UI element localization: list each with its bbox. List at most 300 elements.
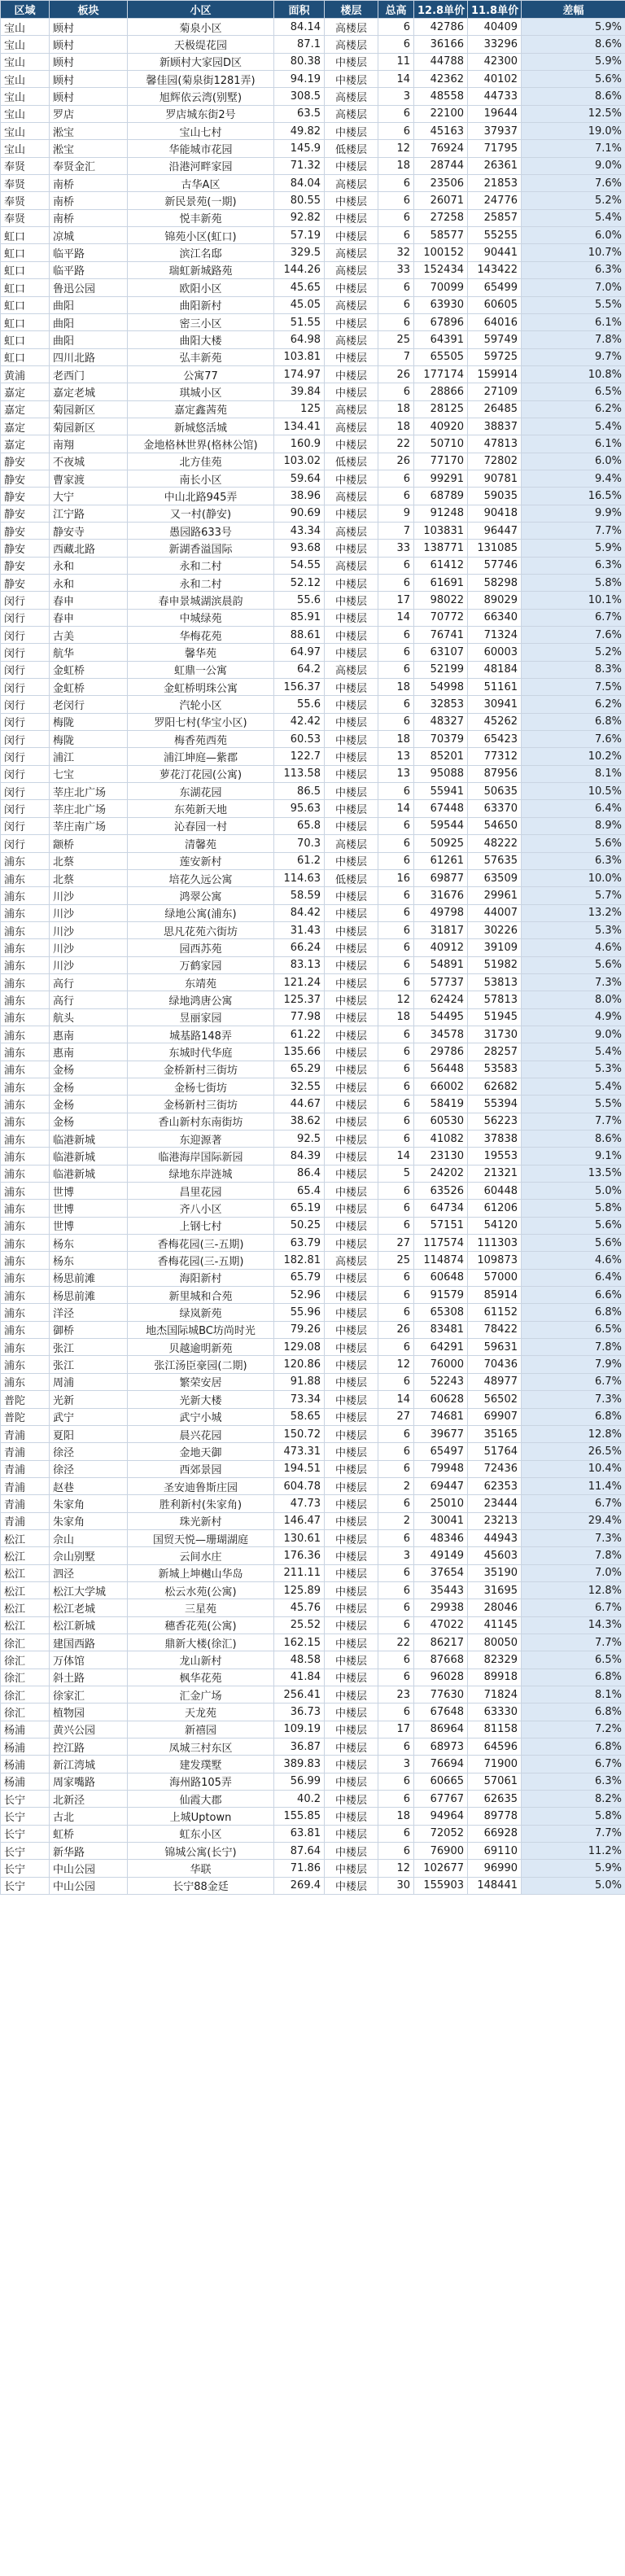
cell-area: 92.82	[274, 209, 325, 226]
cell-area: 63.5	[274, 105, 325, 122]
cell-area: 65.79	[274, 1269, 325, 1286]
header-dec-price: 12.8单价	[414, 1, 468, 19]
cell-area: 79.26	[274, 1321, 325, 1338]
cell-board: 江宁路	[50, 505, 128, 522]
cell-total-floors: 7	[378, 348, 414, 365]
cell-board: 新江湾城	[50, 1756, 128, 1773]
cell-floor: 中楼层	[325, 991, 378, 1008]
cell-board: 临平路	[50, 244, 128, 261]
cell-diff: 8.6%	[522, 88, 625, 105]
cell-complex: 中城绿苑	[128, 609, 274, 626]
cell-area: 36.87	[274, 1738, 325, 1756]
cell-dec-price: 63107	[414, 644, 468, 661]
cell-floor: 高楼层	[325, 418, 378, 435]
cell-board: 金杨	[50, 1078, 128, 1095]
cell-dec-price: 76000	[414, 1356, 468, 1373]
cell-area: 160.9	[274, 435, 325, 453]
cell-district: 浦东	[1, 921, 50, 938]
cell-area: 113.58	[274, 765, 325, 782]
cell-nov-price: 33296	[468, 36, 522, 53]
cell-complex: 东迎源著	[128, 1131, 274, 1148]
cell-nov-price: 48222	[468, 835, 522, 852]
cell-floor: 中楼层	[325, 1026, 378, 1043]
cell-district: 浦东	[1, 1008, 50, 1026]
cell-diff: 5.5%	[522, 1096, 625, 1113]
table-row	[1, 88, 625, 105]
cell-board: 南翔	[50, 435, 128, 453]
cell-nov-price: 60605	[468, 296, 522, 313]
cell-board: 高行	[50, 991, 128, 1008]
table-row	[1, 1096, 625, 1113]
cell-complex: 锦苑小区(虹口)	[128, 227, 274, 244]
cell-floor: 高楼层	[325, 105, 378, 122]
cell-board: 梅陇	[50, 713, 128, 730]
cell-total-floors: 6	[378, 1217, 414, 1234]
cell-dec-price: 69877	[414, 869, 468, 886]
cell-complex: 培花久远公寓	[128, 869, 274, 886]
table-row	[1, 453, 625, 470]
cell-floor: 高楼层	[325, 296, 378, 313]
cell-floor: 中楼层	[325, 921, 378, 938]
cell-floor: 中楼层	[325, 939, 378, 956]
cell-diff: 8.9%	[522, 817, 625, 834]
cell-board: 周浦	[50, 1373, 128, 1390]
cell-district: 宝山	[1, 53, 50, 70]
cell-dec-price: 91579	[414, 1287, 468, 1304]
cell-district: 浦东	[1, 887, 50, 904]
table-row	[1, 696, 625, 713]
cell-board: 北新泾	[50, 1791, 128, 1808]
cell-dec-price: 155903	[414, 1877, 468, 1894]
cell-nov-price: 40102	[468, 71, 522, 88]
table-row	[1, 1321, 625, 1338]
cell-diff: 6.8%	[522, 1408, 625, 1425]
cell-diff: 8.1%	[522, 765, 625, 782]
cell-floor: 中楼层	[325, 313, 378, 330]
cell-floor: 中楼层	[325, 470, 378, 487]
cell-total-floors: 6	[378, 470, 414, 487]
cell-board: 鲁迅公园	[50, 279, 128, 296]
cell-district: 静安	[1, 557, 50, 574]
cell-district: 静安	[1, 540, 50, 557]
cell-area: 47.73	[274, 1495, 325, 1512]
cell-floor: 中楼层	[325, 887, 378, 904]
cell-district: 浦东	[1, 1304, 50, 1321]
cell-complex: 金虹桥明珠公寓	[128, 679, 274, 696]
cell-board: 夏阳	[50, 1425, 128, 1442]
cell-total-floors: 6	[378, 1026, 414, 1043]
cell-total-floors: 6	[378, 1304, 414, 1321]
cell-diff: 5.3%	[522, 921, 625, 938]
cell-nov-price: 37838	[468, 1131, 522, 1148]
cell-floor: 高楼层	[325, 175, 378, 192]
table-row	[1, 1165, 625, 1182]
cell-nov-price: 58298	[468, 575, 522, 592]
cell-area: 31.43	[274, 921, 325, 938]
cell-dec-price: 64734	[414, 1200, 468, 1217]
cell-dec-price: 47022	[414, 1616, 468, 1634]
cell-dec-price: 50710	[414, 435, 468, 453]
cell-dec-price: 23130	[414, 1148, 468, 1165]
cell-area: 57.19	[274, 227, 325, 244]
cell-district: 虹口	[1, 261, 50, 278]
cell-nov-price: 31730	[468, 1026, 522, 1043]
cell-board: 松江大学城	[50, 1581, 128, 1599]
cell-board: 春申	[50, 592, 128, 609]
cell-dec-price: 58419	[414, 1096, 468, 1113]
cell-floor: 低楼层	[325, 869, 378, 886]
cell-board: 惠南	[50, 1026, 128, 1043]
cell-board: 建国西路	[50, 1634, 128, 1651]
cell-complex: 新民景苑(一期)	[128, 192, 274, 209]
cell-diff: 10.4%	[522, 1460, 625, 1477]
cell-diff: 6.5%	[522, 1321, 625, 1338]
cell-area: 125	[274, 400, 325, 418]
cell-board: 奉贤金汇	[50, 157, 128, 174]
cell-floor: 中楼层	[325, 1808, 378, 1825]
table-row	[1, 765, 625, 782]
cell-nov-price: 65423	[468, 731, 522, 748]
cell-dec-price: 67767	[414, 1791, 468, 1808]
table-row	[1, 1425, 625, 1442]
cell-complex: 金桥新村三街坊	[128, 1061, 274, 1078]
cell-nov-price: 21853	[468, 175, 522, 192]
cell-board: 顾村	[50, 71, 128, 88]
cell-dec-price: 98022	[414, 592, 468, 609]
cell-nov-price: 57813	[468, 991, 522, 1008]
cell-total-floors: 18	[378, 400, 414, 418]
cell-floor: 中楼层	[325, 1061, 378, 1078]
cell-district: 青浦	[1, 1477, 50, 1494]
cell-board: 四川北路	[50, 348, 128, 365]
cell-complex: 鼎新大楼(徐汇)	[128, 1634, 274, 1651]
cell-diff: 5.5%	[522, 296, 625, 313]
table-row	[1, 19, 625, 36]
cell-diff: 5.6%	[522, 71, 625, 88]
cell-floor: 中楼层	[325, 644, 378, 661]
cell-diff: 29.4%	[522, 1512, 625, 1529]
cell-board: 临港新城	[50, 1165, 128, 1182]
cell-area: 114.63	[274, 869, 325, 886]
cell-total-floors: 6	[378, 1651, 414, 1668]
cell-nov-price: 23444	[468, 1495, 522, 1512]
cell-district: 徐汇	[1, 1668, 50, 1686]
cell-diff: 10.8%	[522, 365, 625, 383]
cell-district: 杨浦	[1, 1756, 50, 1773]
cell-total-floors: 33	[378, 261, 414, 278]
cell-total-floors: 27	[378, 1408, 414, 1425]
cell-diff: 6.1%	[522, 313, 625, 330]
cell-floor: 中楼层	[325, 192, 378, 209]
cell-total-floors: 14	[378, 71, 414, 88]
cell-total-floors: 6	[378, 956, 414, 973]
cell-area: 329.5	[274, 244, 325, 261]
cell-dec-price: 77170	[414, 453, 468, 470]
table-row	[1, 1721, 625, 1738]
cell-complex: 珠光新村	[128, 1512, 274, 1529]
cell-dec-price: 56448	[414, 1061, 468, 1078]
cell-floor: 中楼层	[325, 1391, 378, 1408]
cell-area: 84.14	[274, 19, 325, 36]
cell-complex: 悦丰新苑	[128, 209, 274, 226]
table-row	[1, 435, 625, 453]
cell-nov-price: 42300	[468, 53, 522, 70]
cell-board: 杨思前滩	[50, 1269, 128, 1286]
cell-district: 虹口	[1, 331, 50, 348]
cell-total-floors: 6	[378, 227, 414, 244]
table-row	[1, 1235, 625, 1252]
cell-diff: 7.2%	[522, 1721, 625, 1738]
cell-diff: 7.8%	[522, 331, 625, 348]
table-row	[1, 1148, 625, 1165]
table-row	[1, 939, 625, 956]
cell-floor: 中楼层	[325, 956, 378, 973]
cell-district: 松江	[1, 1547, 50, 1564]
cell-floor: 中楼层	[325, 365, 378, 383]
table-row	[1, 1477, 625, 1494]
cell-total-floors: 6	[378, 661, 414, 678]
cell-floor: 中楼层	[325, 53, 378, 70]
cell-complex: 天龙苑	[128, 1703, 274, 1721]
cell-board: 浦江	[50, 748, 128, 765]
cell-nov-price: 53813	[468, 973, 522, 991]
cell-nov-price: 111303	[468, 1235, 522, 1252]
cell-district: 浦东	[1, 973, 50, 991]
cell-diff: 6.0%	[522, 227, 625, 244]
cell-nov-price: 50635	[468, 783, 522, 800]
cell-dec-price: 70099	[414, 279, 468, 296]
cell-area: 52.12	[274, 575, 325, 592]
cell-floor: 低楼层	[325, 453, 378, 470]
table-row	[1, 383, 625, 400]
cell-nov-price: 26485	[468, 400, 522, 418]
table-row	[1, 53, 625, 70]
cell-total-floors: 33	[378, 540, 414, 557]
cell-complex: 云间水庄	[128, 1547, 274, 1564]
cell-area: 52.96	[274, 1287, 325, 1304]
cell-board: 世博	[50, 1183, 128, 1200]
cell-board: 颛桥	[50, 835, 128, 852]
cell-complex: 上城Uptown	[128, 1808, 274, 1825]
cell-district: 浦东	[1, 1026, 50, 1043]
cell-district: 长宁	[1, 1860, 50, 1877]
table-row	[1, 1252, 625, 1269]
cell-total-floors: 6	[378, 1460, 414, 1477]
cell-floor: 中楼层	[325, 1356, 378, 1373]
cell-total-floors: 6	[378, 627, 414, 644]
cell-area: 49.82	[274, 123, 325, 140]
table-row	[1, 713, 625, 730]
cell-diff: 5.6%	[522, 835, 625, 852]
cell-district: 普陀	[1, 1408, 50, 1425]
cell-board: 罗店	[50, 105, 128, 122]
cell-area: 84.04	[274, 175, 325, 192]
cell-nov-price: 40409	[468, 19, 522, 36]
cell-nov-price: 55255	[468, 227, 522, 244]
cell-district: 虹口	[1, 279, 50, 296]
cell-area: 59.64	[274, 470, 325, 487]
table-row	[1, 609, 625, 626]
table-row	[1, 887, 625, 904]
cell-board: 莘庄南广场	[50, 817, 128, 834]
cell-complex: 新城悠活城	[128, 418, 274, 435]
cell-board: 永和	[50, 575, 128, 592]
cell-board: 光新	[50, 1391, 128, 1408]
cell-dec-price: 76741	[414, 627, 468, 644]
cell-board: 莘庄北广场	[50, 800, 128, 817]
cell-district: 宝山	[1, 140, 50, 157]
cell-complex: 光新大楼	[128, 1391, 274, 1408]
cell-complex: 中山北路945弄	[128, 488, 274, 505]
cell-diff: 6.1%	[522, 435, 625, 453]
cell-nov-price: 28046	[468, 1599, 522, 1616]
cell-dec-price: 49149	[414, 1547, 468, 1564]
cell-total-floors: 6	[378, 1791, 414, 1808]
table-row	[1, 817, 625, 834]
table-row	[1, 123, 625, 140]
cell-board: 松江新城	[50, 1616, 128, 1634]
cell-total-floors: 6	[378, 1269, 414, 1286]
cell-dec-price: 72052	[414, 1825, 468, 1842]
cell-total-floors: 16	[378, 869, 414, 886]
cell-nov-price: 131085	[468, 540, 522, 557]
cell-area: 51.55	[274, 313, 325, 330]
cell-dec-price: 76694	[414, 1756, 468, 1773]
cell-floor: 中楼层	[325, 1321, 378, 1338]
cell-total-floors: 12	[378, 1860, 414, 1877]
cell-nov-price: 71900	[468, 1756, 522, 1773]
cell-district: 浦东	[1, 1200, 50, 1217]
cell-board: 曹家渡	[50, 470, 128, 487]
cell-complex: 金杨新村三街坊	[128, 1096, 274, 1113]
cell-dec-price: 54891	[414, 956, 468, 973]
cell-diff: 7.6%	[522, 175, 625, 192]
header-row	[1, 1, 625, 19]
cell-dec-price: 22100	[414, 105, 468, 122]
cell-area: 269.4	[274, 1877, 325, 1894]
cell-diff: 8.2%	[522, 1791, 625, 1808]
cell-dec-price: 61691	[414, 575, 468, 592]
cell-complex: 北方佳苑	[128, 453, 274, 470]
cell-board: 杨东	[50, 1235, 128, 1252]
cell-district: 浦东	[1, 939, 50, 956]
cell-diff: 7.0%	[522, 1564, 625, 1581]
table-row	[1, 1078, 625, 1095]
cell-nov-price: 71324	[468, 627, 522, 644]
cell-district: 普陀	[1, 1391, 50, 1408]
cell-diff: 6.5%	[522, 1651, 625, 1668]
cell-nov-price: 60448	[468, 1183, 522, 1200]
cell-area: 63.79	[274, 1235, 325, 1252]
table-row	[1, 365, 625, 383]
cell-complex: 临港海岸国际新园	[128, 1148, 274, 1165]
table-row	[1, 418, 625, 435]
cell-district: 浦东	[1, 904, 50, 921]
cell-board: 曲阳	[50, 296, 128, 313]
cell-nov-price: 54120	[468, 1217, 522, 1234]
cell-area: 48.58	[274, 1651, 325, 1668]
cell-area: 83.13	[274, 956, 325, 973]
cell-nov-price: 60003	[468, 644, 522, 661]
cell-board: 佘山	[50, 1529, 128, 1546]
cell-area: 38.96	[274, 488, 325, 505]
cell-board: 中山公园	[50, 1877, 128, 1894]
cell-complex: 枫华花苑	[128, 1668, 274, 1686]
cell-complex: 萝花汀花园(公寓)	[128, 765, 274, 782]
cell-floor: 中楼层	[325, 575, 378, 592]
cell-total-floors: 6	[378, 1373, 414, 1390]
cell-total-floors: 6	[378, 696, 414, 713]
cell-nov-price: 80050	[468, 1634, 522, 1651]
cell-diff: 7.8%	[522, 1339, 625, 1356]
cell-complex: 仙霞大郡	[128, 1791, 274, 1808]
cell-floor: 中楼层	[325, 1512, 378, 1529]
table-row	[1, 244, 625, 261]
cell-complex: 罗店城东街2号	[128, 105, 274, 122]
cell-floor: 中楼层	[325, 1599, 378, 1616]
cell-floor: 中楼层	[325, 1217, 378, 1234]
cell-nov-price: 27109	[468, 383, 522, 400]
cell-board: 老闵行	[50, 696, 128, 713]
cell-floor: 高楼层	[325, 19, 378, 36]
cell-complex: 齐八小区	[128, 1200, 274, 1217]
cell-total-floors: 17	[378, 592, 414, 609]
cell-floor: 中楼层	[325, 540, 378, 557]
table-row	[1, 1860, 625, 1877]
cell-nov-price: 39109	[468, 939, 522, 956]
cell-complex: 又一村(静安)	[128, 505, 274, 522]
cell-district: 静安	[1, 470, 50, 487]
cell-district: 松江	[1, 1529, 50, 1546]
cell-district: 闵行	[1, 835, 50, 852]
cell-area: 144.26	[274, 261, 325, 278]
cell-dec-price: 64291	[414, 1339, 468, 1356]
cell-nov-price: 78422	[468, 1321, 522, 1338]
cell-total-floors: 32	[378, 244, 414, 261]
cell-district: 长宁	[1, 1825, 50, 1842]
cell-nov-price: 57000	[468, 1269, 522, 1286]
cell-dec-price: 28744	[414, 157, 468, 174]
cell-floor: 中楼层	[325, 1200, 378, 1217]
cell-dec-price: 87668	[414, 1651, 468, 1668]
cell-dec-price: 69447	[414, 1477, 468, 1494]
cell-nov-price: 51945	[468, 1008, 522, 1026]
cell-area: 145.9	[274, 140, 325, 157]
cell-total-floors: 6	[378, 1131, 414, 1148]
cell-board: 杨思前滩	[50, 1287, 128, 1304]
cell-diff: 9.1%	[522, 1148, 625, 1165]
cell-board: 春申	[50, 609, 128, 626]
cell-diff: 5.9%	[522, 540, 625, 557]
cell-complex: 琪城小区	[128, 383, 274, 400]
cell-district: 松江	[1, 1581, 50, 1599]
table-row	[1, 522, 625, 539]
cell-board: 淞宝	[50, 123, 128, 140]
cell-nov-price: 143422	[468, 261, 522, 278]
cell-floor: 中楼层	[325, 783, 378, 800]
cell-area: 194.51	[274, 1460, 325, 1477]
cell-floor: 中楼层	[325, 1443, 378, 1460]
cell-district: 浦东	[1, 1043, 50, 1061]
cell-board: 北蔡	[50, 869, 128, 886]
cell-dec-price: 100152	[414, 244, 468, 261]
cell-floor: 高楼层	[325, 261, 378, 278]
cell-floor: 中楼层	[325, 627, 378, 644]
cell-nov-price: 81158	[468, 1721, 522, 1738]
cell-floor: 中楼层	[325, 696, 378, 713]
table-row	[1, 279, 625, 296]
cell-district: 浦东	[1, 1252, 50, 1269]
